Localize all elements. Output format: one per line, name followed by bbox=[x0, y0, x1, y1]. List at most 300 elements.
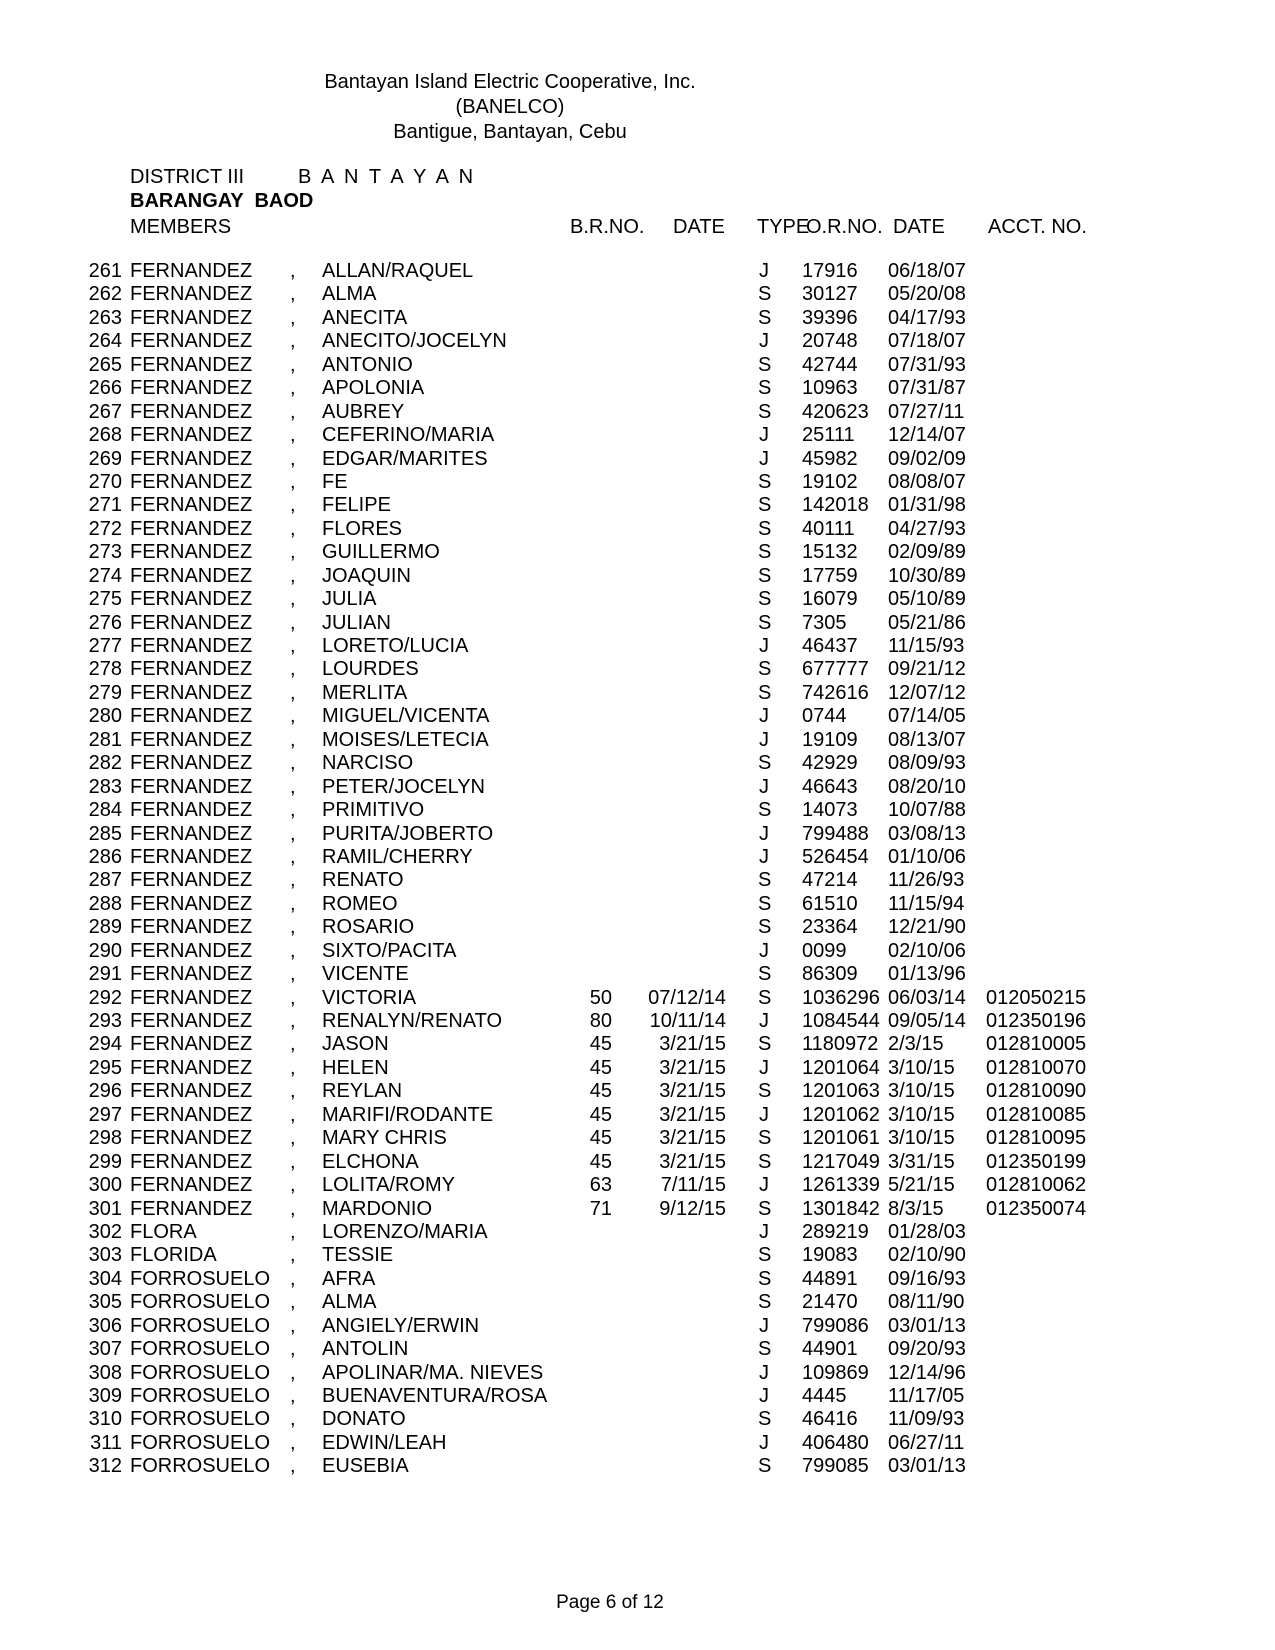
or-date-value: 02/09/89 bbox=[888, 541, 966, 564]
or-date-value: 11/26/93 bbox=[888, 869, 965, 892]
member-first-name: ROMEO bbox=[322, 892, 398, 915]
type-value: J bbox=[759, 1056, 769, 1079]
member-last-name: FERNANDEZ bbox=[130, 541, 253, 564]
or-date-value: 01/13/96 bbox=[888, 963, 966, 986]
or-date-value: 11/15/94 bbox=[888, 892, 965, 915]
member-first-name: ANTOLIN bbox=[322, 1338, 409, 1361]
row-number: 276 bbox=[88, 611, 122, 634]
member-last-name: FERNANDEZ bbox=[130, 517, 253, 540]
or-date-value: 8/3/15 bbox=[888, 1197, 944, 1220]
table-row bbox=[0, 1408, 1275, 1431]
member-first-name: RENATO bbox=[322, 869, 404, 892]
name-separator: , bbox=[290, 564, 296, 587]
member-last-name: FERNANDEZ bbox=[130, 377, 253, 400]
table-row bbox=[0, 987, 1275, 1010]
name-separator: , bbox=[290, 447, 296, 470]
name-separator: , bbox=[290, 1127, 296, 1150]
member-first-name: MARDONIO bbox=[322, 1197, 432, 1220]
type-value: S bbox=[758, 1197, 772, 1220]
row-number: 306 bbox=[88, 1314, 122, 1337]
member-last-name: FERNANDEZ bbox=[130, 1127, 253, 1150]
name-separator: , bbox=[290, 400, 296, 423]
or-date-value: 11/15/93 bbox=[888, 635, 965, 657]
type-value: J bbox=[759, 447, 769, 470]
name-separator: , bbox=[290, 799, 296, 822]
name-separator: , bbox=[290, 541, 296, 564]
type-value: S bbox=[758, 869, 772, 892]
type-value: S bbox=[758, 470, 772, 493]
type-value: S bbox=[758, 963, 772, 986]
type-value: S bbox=[758, 517, 772, 540]
member-first-name: FE bbox=[322, 470, 348, 493]
type-value: S bbox=[758, 1408, 772, 1431]
table-column-headers bbox=[0, 214, 1275, 240]
type-value: S bbox=[758, 353, 772, 376]
or-date-value: 3/10/15 bbox=[888, 1127, 955, 1150]
or-no-value: 42744 bbox=[802, 353, 858, 376]
or-date-value: 05/21/86 bbox=[888, 611, 966, 634]
or-date-value: 05/10/89 bbox=[888, 588, 966, 611]
type-value: S bbox=[758, 1338, 772, 1361]
member-first-name: VICTORIA bbox=[322, 986, 417, 1009]
member-last-name: FERNANDEZ bbox=[130, 752, 253, 775]
table-row bbox=[0, 1104, 1275, 1127]
row-number: 287 bbox=[88, 869, 122, 892]
or-no-value: 39396 bbox=[802, 306, 858, 329]
name-separator: , bbox=[290, 705, 296, 728]
type-value: S bbox=[758, 611, 772, 634]
or-date-value: 11/09/93 bbox=[888, 1408, 965, 1431]
name-separator: , bbox=[290, 1080, 296, 1103]
member-last-name: FORROSUELO bbox=[130, 1385, 271, 1407]
member-last-name: FERNANDEZ bbox=[130, 283, 253, 306]
district-row bbox=[130, 165, 476, 189]
member-first-name: JOAQUIN bbox=[322, 564, 411, 587]
or-date-value: 12/14/07 bbox=[888, 424, 966, 447]
name-separator: , bbox=[290, 728, 296, 751]
name-separator: , bbox=[290, 635, 296, 657]
member-last-name: FERNANDEZ bbox=[130, 424, 253, 447]
type-value: J bbox=[759, 1010, 769, 1032]
table-row bbox=[0, 330, 1275, 353]
table-row bbox=[0, 1268, 1275, 1291]
or-date-value: 04/17/93 bbox=[888, 306, 966, 329]
name-separator: , bbox=[290, 845, 296, 868]
member-first-name: HELEN bbox=[322, 1056, 389, 1079]
or-no-value: 21470 bbox=[802, 1291, 858, 1314]
member-first-name: PETER/JOCELYN bbox=[322, 775, 485, 798]
or-no-value: 47214 bbox=[802, 869, 858, 892]
member-last-name: FLORA bbox=[130, 1220, 197, 1243]
table-row bbox=[0, 1174, 1275, 1197]
br-no-value: 63 bbox=[589, 1174, 612, 1197]
letterhead bbox=[0, 70, 1020, 145]
member-last-name: FERNANDEZ bbox=[130, 470, 253, 493]
report-meta bbox=[130, 165, 476, 213]
or-no-value: 1201061 bbox=[802, 1127, 880, 1150]
or-no-value: 1201062 bbox=[802, 1103, 880, 1126]
member-last-name: FORROSUELO bbox=[130, 1455, 271, 1478]
member-last-name: FORROSUELO bbox=[130, 1314, 271, 1337]
name-separator: , bbox=[290, 330, 296, 353]
district-name: B A N T A Y A N bbox=[298, 166, 476, 188]
name-separator: , bbox=[290, 424, 296, 447]
barangay-label: BARANGAY BAOD bbox=[130, 190, 314, 212]
member-last-name: FERNANDEZ bbox=[130, 986, 253, 1009]
or-no-value: 799488 bbox=[802, 822, 869, 845]
type-value: J bbox=[759, 1314, 769, 1337]
row-number: 297 bbox=[88, 1103, 122, 1126]
or-no-value: 1036296 bbox=[802, 986, 880, 1009]
or-no-value: 19083 bbox=[802, 1244, 858, 1267]
member-last-name: FERNANDEZ bbox=[130, 1103, 253, 1126]
type-value: S bbox=[758, 658, 772, 681]
name-separator: , bbox=[290, 283, 296, 306]
member-last-name: FERNANDEZ bbox=[130, 1174, 253, 1197]
row-number: 305 bbox=[88, 1291, 122, 1314]
acct-no-value: 012810085 bbox=[986, 1103, 1087, 1126]
member-first-name: MARY CHRIS bbox=[322, 1127, 447, 1150]
type-value: J bbox=[759, 845, 769, 868]
member-first-name: JULIA bbox=[322, 588, 377, 611]
or-no-value: 799086 bbox=[802, 1314, 869, 1337]
member-first-name: ROSARIO bbox=[322, 916, 415, 939]
row-number: 288 bbox=[88, 892, 122, 915]
member-last-name: FORROSUELO bbox=[130, 1431, 271, 1454]
row-number: 312 bbox=[88, 1455, 122, 1478]
table-row bbox=[0, 588, 1275, 611]
member-first-name: DONATO bbox=[322, 1408, 406, 1431]
member-first-name: JASON bbox=[322, 1033, 389, 1056]
or-date-value: 07/31/87 bbox=[888, 377, 966, 400]
table-row bbox=[0, 869, 1275, 892]
or-no-value: 44901 bbox=[802, 1338, 858, 1361]
type-value: S bbox=[758, 916, 772, 939]
type-value: S bbox=[758, 681, 772, 704]
member-last-name: FERNANDEZ bbox=[130, 260, 253, 282]
name-separator: , bbox=[290, 1267, 296, 1290]
row-number: 295 bbox=[88, 1056, 122, 1079]
or-date-value: 09/20/93 bbox=[888, 1338, 966, 1361]
member-last-name: FERNANDEZ bbox=[130, 658, 253, 681]
or-no-value: 17916 bbox=[802, 260, 858, 282]
or-date-value: 10/30/89 bbox=[888, 564, 966, 587]
row-number: 289 bbox=[88, 916, 122, 939]
type-value: S bbox=[758, 892, 772, 915]
row-number: 294 bbox=[88, 1033, 122, 1056]
member-last-name: FERNANDEZ bbox=[130, 939, 253, 962]
member-first-name: ANTONIO bbox=[322, 353, 413, 376]
type-value: J bbox=[759, 1103, 769, 1126]
table-row bbox=[0, 1033, 1275, 1056]
br-no-value: 80 bbox=[589, 1010, 612, 1032]
name-separator: , bbox=[290, 986, 296, 1009]
or-date-value: 06/03/14 bbox=[888, 986, 966, 1009]
or-no-value: 44891 bbox=[802, 1267, 858, 1290]
br-no-value: 45 bbox=[589, 1056, 612, 1079]
member-first-name: AUBREY bbox=[322, 400, 405, 423]
name-separator: , bbox=[290, 869, 296, 892]
table-row bbox=[0, 448, 1275, 471]
name-separator: , bbox=[290, 1010, 296, 1032]
table-row bbox=[0, 424, 1275, 447]
member-last-name: FORROSUELO bbox=[130, 1338, 271, 1361]
name-separator: , bbox=[290, 1431, 296, 1454]
page-footer bbox=[0, 1592, 1220, 1614]
or-date-value: 08/20/10 bbox=[888, 775, 966, 798]
table-row bbox=[0, 635, 1275, 658]
row-number: 272 bbox=[88, 517, 122, 540]
or-date-value: 11/17/05 bbox=[888, 1385, 965, 1407]
row-number: 274 bbox=[88, 564, 122, 587]
table-row bbox=[0, 1244, 1275, 1267]
table-row bbox=[0, 1151, 1275, 1174]
member-last-name: FERNANDEZ bbox=[130, 588, 253, 611]
member-last-name: FERNANDEZ bbox=[130, 353, 253, 376]
member-first-name: EDGAR/MARITES bbox=[322, 447, 488, 470]
member-first-name: SIXTO/PACITA bbox=[322, 939, 457, 962]
row-number: 309 bbox=[88, 1385, 122, 1407]
table-row bbox=[0, 1432, 1275, 1455]
name-separator: , bbox=[290, 775, 296, 798]
row-number: 307 bbox=[88, 1338, 122, 1361]
or-no-value: 677777 bbox=[802, 658, 869, 681]
or-no-value: 19109 bbox=[802, 728, 858, 751]
name-separator: , bbox=[290, 892, 296, 915]
table-row bbox=[0, 916, 1275, 939]
table-row bbox=[0, 1198, 1275, 1221]
member-last-name: FERNANDEZ bbox=[130, 916, 253, 939]
member-first-name: FELIPE bbox=[322, 494, 391, 517]
name-separator: , bbox=[290, 1291, 296, 1314]
table-row bbox=[0, 1291, 1275, 1314]
member-first-name: LORENZO/MARIA bbox=[322, 1220, 488, 1243]
type-value: J bbox=[759, 1220, 769, 1243]
member-last-name: FERNANDEZ bbox=[130, 822, 253, 845]
type-value: S bbox=[758, 1455, 772, 1478]
type-value: J bbox=[759, 939, 769, 962]
member-first-name: MIGUEL/VICENTA bbox=[322, 705, 490, 728]
name-separator: , bbox=[290, 470, 296, 493]
acct-no-value: 012810090 bbox=[986, 1080, 1087, 1103]
or-date-value: 3/10/15 bbox=[888, 1103, 955, 1126]
or-no-value: 1301842 bbox=[802, 1197, 880, 1220]
name-separator: , bbox=[290, 939, 296, 962]
or-no-value: 406480 bbox=[802, 1431, 869, 1454]
type-value: J bbox=[759, 424, 769, 447]
acct-no-value: 012350199 bbox=[986, 1150, 1087, 1173]
or-date-value: 5/21/15 bbox=[888, 1174, 955, 1197]
or-date-value: 04/27/93 bbox=[888, 517, 966, 540]
name-separator: , bbox=[290, 963, 296, 986]
row-number: 301 bbox=[88, 1197, 122, 1220]
or-date-value: 02/10/90 bbox=[888, 1244, 966, 1267]
member-first-name: LOLITA/ROMY bbox=[322, 1174, 455, 1197]
or-no-value: 0099 bbox=[802, 939, 847, 962]
member-last-name: FERNANDEZ bbox=[130, 494, 253, 517]
member-last-name: FERNANDEZ bbox=[130, 1150, 253, 1173]
or-date-value: 03/01/13 bbox=[888, 1455, 966, 1478]
or-no-value: 46416 bbox=[802, 1408, 858, 1431]
row-number: 264 bbox=[88, 330, 122, 353]
name-separator: , bbox=[290, 1385, 296, 1407]
type-value: J bbox=[759, 260, 769, 282]
type-value: S bbox=[758, 986, 772, 1009]
row-number: 280 bbox=[88, 705, 122, 728]
row-number: 292 bbox=[88, 986, 122, 1009]
member-last-name: FERNANDEZ bbox=[130, 1033, 253, 1056]
member-first-name: RENALYN/RENATO bbox=[322, 1010, 503, 1032]
name-separator: , bbox=[290, 1056, 296, 1079]
table-row bbox=[0, 565, 1275, 588]
cooperative-acronym: (BANELCO) bbox=[455, 96, 565, 118]
member-last-name: FORROSUELO bbox=[130, 1267, 271, 1290]
table-row bbox=[0, 1362, 1275, 1385]
or-no-value: 23364 bbox=[802, 916, 858, 939]
name-separator: , bbox=[290, 494, 296, 517]
member-last-name: FERNANDEZ bbox=[130, 564, 253, 587]
name-separator: , bbox=[290, 377, 296, 400]
member-first-name: REYLAN bbox=[322, 1080, 403, 1103]
or-no-value: 1201063 bbox=[802, 1080, 880, 1103]
table-row bbox=[0, 1057, 1275, 1080]
member-last-name: FERNANDEZ bbox=[130, 775, 253, 798]
type-value: S bbox=[758, 1080, 772, 1103]
name-separator: , bbox=[290, 1338, 296, 1361]
br-date-value: 3/21/15 bbox=[659, 1033, 726, 1056]
member-last-name: FERNANDEZ bbox=[130, 728, 253, 751]
member-first-name: CEFERINO/MARIA bbox=[322, 424, 495, 447]
member-first-name: ALLAN/RAQUEL bbox=[322, 260, 474, 282]
type-value: S bbox=[758, 1244, 772, 1267]
table-row bbox=[0, 518, 1275, 541]
or-no-value: 15132 bbox=[802, 541, 858, 564]
or-date-value: 07/27/11 bbox=[888, 400, 965, 423]
or-no-value: 742616 bbox=[802, 681, 869, 704]
member-last-name: FERNANDEZ bbox=[130, 1197, 253, 1220]
type-value: J bbox=[759, 1361, 769, 1384]
or-date-value: 3/10/15 bbox=[888, 1080, 955, 1103]
member-last-name: FERNANDEZ bbox=[130, 1080, 253, 1103]
or-no-value: 526454 bbox=[802, 845, 869, 868]
or-no-value: 40111 bbox=[802, 517, 855, 540]
or-date-value: 06/27/11 bbox=[888, 1431, 965, 1454]
or-no-value: 46437 bbox=[802, 635, 858, 657]
row-number: 296 bbox=[88, 1080, 122, 1103]
or-no-value: 1217049 bbox=[802, 1150, 880, 1173]
table-row bbox=[0, 260, 1275, 283]
or-date-value: 3/31/15 bbox=[888, 1150, 955, 1173]
table-row bbox=[0, 612, 1275, 635]
member-first-name: ANGIELY/ERWIN bbox=[322, 1314, 480, 1337]
member-last-name: FERNANDEZ bbox=[130, 705, 253, 728]
column-header-members: MEMBERS bbox=[130, 216, 232, 238]
name-separator: , bbox=[290, 1455, 296, 1478]
or-no-value: 4445 bbox=[802, 1385, 847, 1407]
row-number: 304 bbox=[88, 1267, 122, 1290]
or-no-value: 142018 bbox=[802, 494, 869, 517]
table-row bbox=[0, 893, 1275, 916]
or-date-value: 09/05/14 bbox=[888, 1010, 966, 1032]
table-row bbox=[0, 1338, 1275, 1361]
row-number: 275 bbox=[88, 588, 122, 611]
or-date-value: 12/07/12 bbox=[888, 681, 966, 704]
row-number: 261 bbox=[88, 260, 122, 282]
member-first-name: EUSEBIA bbox=[322, 1455, 409, 1478]
acct-no-value: 012810095 bbox=[986, 1127, 1087, 1150]
br-date-value: 3/21/15 bbox=[659, 1080, 726, 1103]
row-number: 310 bbox=[88, 1408, 122, 1431]
type-value: J bbox=[759, 1431, 769, 1454]
row-number: 267 bbox=[88, 400, 122, 423]
type-value: S bbox=[758, 494, 772, 517]
or-no-value: 799085 bbox=[802, 1455, 869, 1478]
member-first-name: FLORES bbox=[322, 517, 403, 540]
name-separator: , bbox=[290, 1361, 296, 1384]
or-date-value: 03/08/13 bbox=[888, 822, 966, 845]
br-no-value: 45 bbox=[589, 1033, 612, 1056]
name-separator: , bbox=[290, 822, 296, 845]
table-row bbox=[0, 1010, 1275, 1033]
acct-no-value: 012810005 bbox=[986, 1033, 1087, 1056]
type-value: J bbox=[759, 635, 769, 657]
name-separator: , bbox=[290, 1197, 296, 1220]
row-number: 284 bbox=[88, 799, 122, 822]
name-separator: , bbox=[290, 916, 296, 939]
or-no-value: 86309 bbox=[802, 963, 858, 986]
member-last-name: FERNANDEZ bbox=[130, 1056, 253, 1079]
member-first-name: TESSIE bbox=[322, 1244, 394, 1267]
column-header-type: TYPE bbox=[757, 216, 810, 238]
member-first-name: PRIMITIVO bbox=[322, 799, 425, 822]
row-number: 279 bbox=[88, 681, 122, 704]
or-no-value: 61510 bbox=[802, 892, 858, 915]
member-first-name: MERLITA bbox=[322, 681, 408, 704]
acct-no-value: 012810070 bbox=[986, 1056, 1087, 1079]
name-separator: , bbox=[290, 611, 296, 634]
or-date-value: 08/11/90 bbox=[888, 1291, 965, 1314]
or-date-value: 07/14/05 bbox=[888, 705, 966, 728]
member-last-name: FERNANDEZ bbox=[130, 330, 253, 353]
or-no-value: 25111 bbox=[802, 424, 855, 447]
br-date-value: 07/12/14 bbox=[648, 986, 726, 1009]
member-first-name: AFRA bbox=[322, 1267, 376, 1290]
table-row bbox=[0, 541, 1275, 564]
column-header-or-date: DATE bbox=[893, 216, 945, 238]
or-no-value: 1261339 bbox=[802, 1174, 880, 1197]
or-no-value: 16079 bbox=[802, 588, 858, 611]
or-date-value: 09/02/09 bbox=[888, 447, 966, 470]
or-date-value: 01/31/98 bbox=[888, 494, 966, 517]
name-separator: , bbox=[290, 752, 296, 775]
type-value: S bbox=[758, 1267, 772, 1290]
row-number: 298 bbox=[88, 1127, 122, 1150]
or-no-value: 1201064 bbox=[802, 1056, 880, 1079]
table-row bbox=[0, 846, 1275, 869]
br-date-value: 3/21/15 bbox=[659, 1127, 726, 1150]
or-no-value: 1180972 bbox=[802, 1033, 879, 1056]
name-separator: , bbox=[290, 353, 296, 376]
member-last-name: FERNANDEZ bbox=[130, 400, 253, 423]
row-number: 285 bbox=[88, 822, 122, 845]
acct-no-value: 012810062 bbox=[986, 1174, 1087, 1197]
type-value: J bbox=[759, 728, 769, 751]
type-value: S bbox=[758, 1291, 772, 1314]
table-row bbox=[0, 752, 1275, 775]
row-number: 299 bbox=[88, 1150, 122, 1173]
member-first-name: JULIAN bbox=[322, 611, 391, 634]
or-no-value: 20748 bbox=[802, 330, 858, 353]
